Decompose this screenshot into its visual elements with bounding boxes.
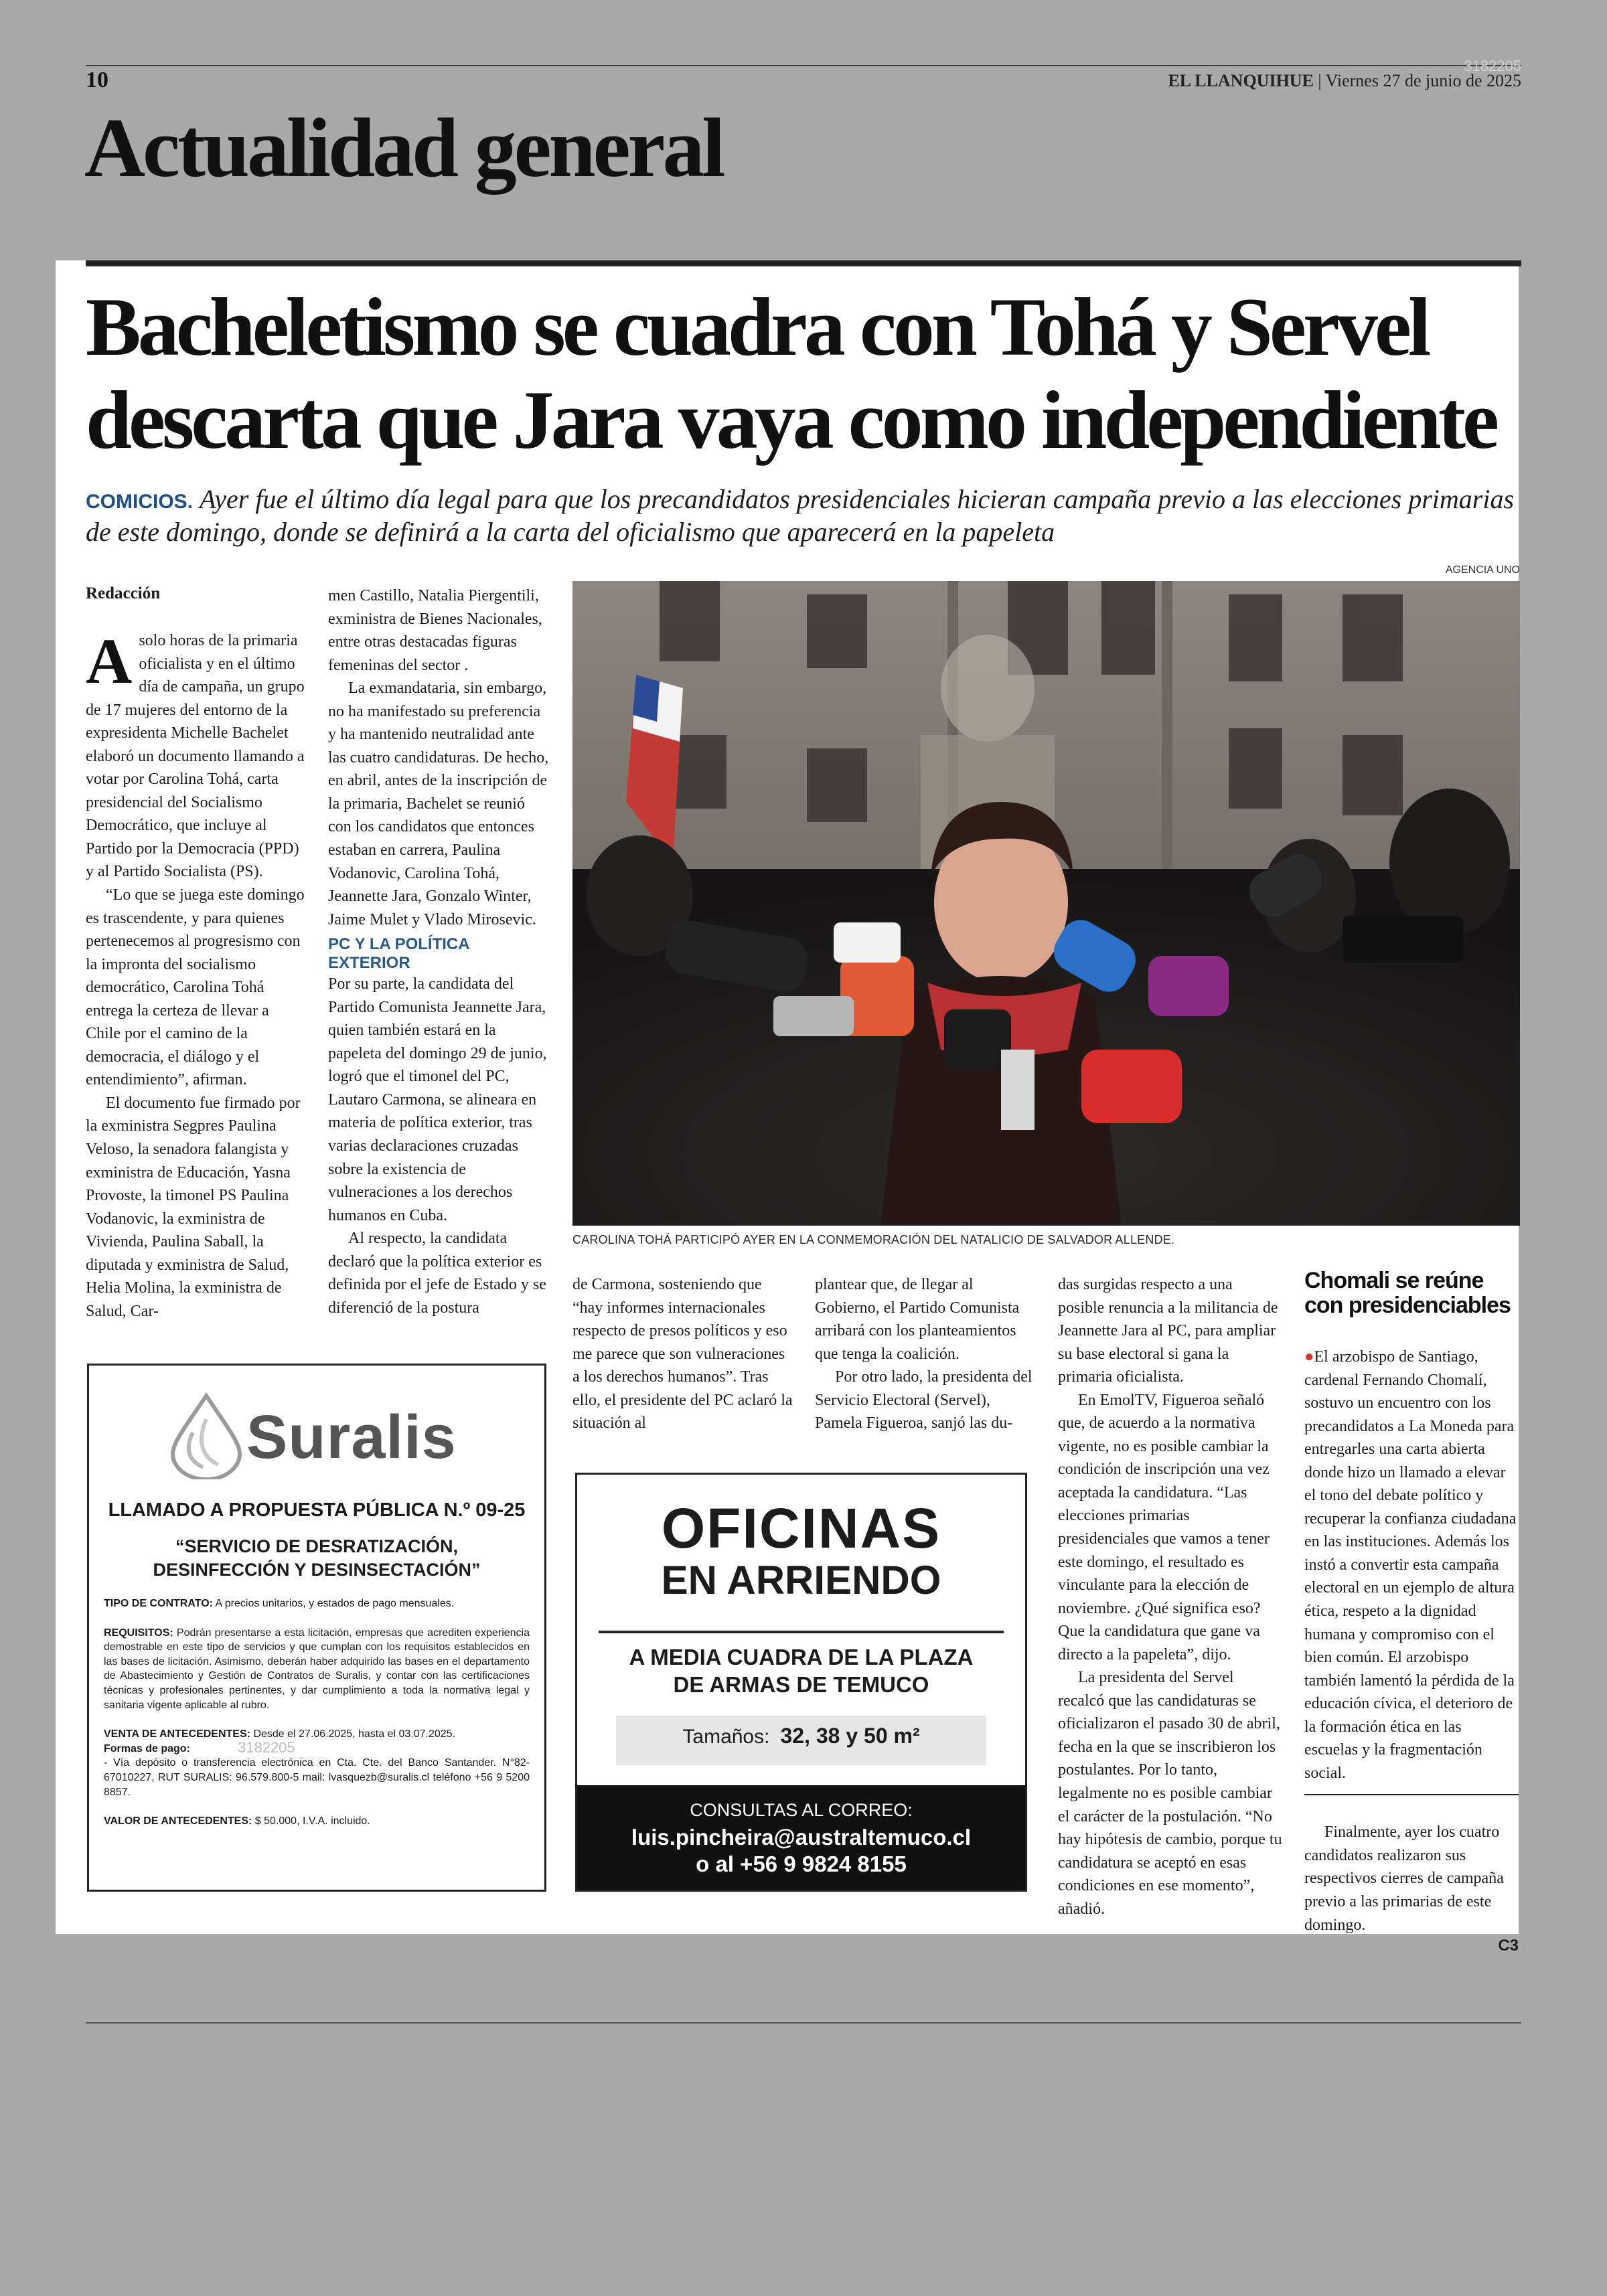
paper-name: EL LLANQUIHUE <box>1168 71 1314 90</box>
headline-rule <box>86 260 1521 266</box>
label: VALOR DE ANTECEDENTES: <box>104 1815 252 1827</box>
paragraph: Al respecto, la candidata declaró que la política exterior es definida por el jefe de Estado y se diferenció de la postura <box>328 1230 546 1317</box>
column-5 <box>1058 1273 1283 1920</box>
bottom-rule <box>86 2022 1521 2024</box>
value: A precios unitarios, y estados de pago mensuales. <box>215 1598 455 1609</box>
faint-id: 3182205 <box>1464 58 1521 74</box>
column-3 <box>572 1273 793 1435</box>
value: $ 50.000, I.V.A. incluido. <box>254 1815 370 1827</box>
paragraph: La presidenta del Servel recalcó que las candidaturas se oficializaron el pasado 30 de abril, fecha en la que se inscribieron los postulantes. Por lo tanto, legalmente no es posible cambiar el carácter de la postulación. “No hay hipótesis de cambio, porque tu candidatura se aceptó en esas condiciones en ese momento”, añadió. <box>1058 1669 1282 1918</box>
lead-text: Ayer fue el último día legal para que los precandidatos presidenciales hicieran campaña previo a las elecciones primarias de este domingo, donde se definirá a la carta del oficialismo que aparecerá en la papeleta <box>86 484 1515 547</box>
byline: Redacción <box>86 584 161 602</box>
paragraph: de Carmona, sosteniendo que “hay informes internacionales respecto de presos políticos y eso me parece que son vulneraciones a los derechos humanos”. Tras ello, el presidente del PC aclaró la situación al <box>572 1276 793 1432</box>
contact-label: CONSULTAS AL CORREO: <box>690 1800 913 1820</box>
paragraph: plantear que, de llegar al Gobierno, el Partido Comunista arribará con los planteamientos que tenga la coalición. <box>815 1276 1020 1363</box>
issue-date: Viernes 27 de junio de 2025 <box>1325 71 1521 90</box>
kicker: COMICIOS. <box>86 491 194 513</box>
sizes-value: 32, 38 y 50 m² <box>780 1724 920 1748</box>
page-number: 10 <box>86 68 108 92</box>
contact-email[interactable]: luis.pincheira@australtemuco.cl <box>631 1825 972 1850</box>
contact-box <box>577 1785 1025 1890</box>
news-photo <box>572 581 1520 1226</box>
location-line-1: A MEDIA CUADRA DE LA PLAZA <box>629 1645 974 1669</box>
service-line-2: DESINFECCIÓN Y DESINSECTACIÓN” <box>153 1560 481 1580</box>
payment-details: - Vía depósito o transferencia electrónica en Cta. Cte. del Banco Santander. N°82-67010227, RUT SURALIS: 96.579.800-5 mail: lvasquezb@suralis.cl teléfono +56 9 5200 8857. <box>104 1757 530 1798</box>
drop-cap: A <box>86 625 133 697</box>
photo-caption: CAROLINA TOHÁ PARTICIPÓ AYER EN LA CONMEMORACIÓN DEL NATALICIO DE SALVADOR ALLENDE. <box>572 1233 1175 1246</box>
photo-credit: AGENCIA UNO <box>1445 564 1520 576</box>
lead-paragraph <box>86 483 1521 549</box>
divider <box>599 1631 1004 1633</box>
sidebar-text: El arzobispo de Santiago, cardenal Fernando Chomalí, sostuvo un encuentro con los precandidatos a La Moneda para entregarles una carta abierta donde hizo un llamado a elevar el tono del debate político y recuperar la confianza ciudadana en las instituciones. Además los instó a convertir esta campaña electoral en un ejemplo de altura ética, respeto a la dignidad humana y compromiso con el bien común. El arzobispo también lamentó la pérdida de la educación cívica, el deterioro de la formación ética en las escuelas y la fragmentación social. <box>1304 1348 1517 1782</box>
sale-dates <box>104 1727 530 1742</box>
value: Desde el 27.06.2025, hasta el 03.07.2025. <box>253 1728 456 1740</box>
paragraph: “Lo que se juega este domingo es trascendente, y para quienes pertenecemos al progresismo con la impronta del socialismo democrático, Carolina Tohá entrega la certeza de llevar a Chile por el camino de la democracia, el diálogo y el entendimiento”, afirman. <box>86 886 305 1089</box>
location-line-2: DE ARMAS DE TEMUCO <box>673 1672 929 1698</box>
call-title: LLAMADO A PROPUESTA PÚBLICA N.º 09-25 <box>108 1499 526 1521</box>
paragraph: La exmandataria, sin embargo, no ha manifestado su preferencia y ha mantenido neutralidad ante las cuatro candidaturas. De hecho, en abril, antes de la inscripción de la primaria, Bachelet se reunió con los candidatos que entonces estaban en carrera, Paulina Vodanovic, Carolina Tohá, Jeannette Jara, Gonzalo Winter, Jaime Mulet y Vlado Mirosevic. <box>328 679 549 928</box>
label: Formas de pago: <box>104 1742 190 1754</box>
offices-ad <box>575 1473 1027 1892</box>
sidebar-body <box>1304 1345 1519 1955</box>
sizes-box <box>616 1716 986 1765</box>
paragraph: men Castillo, Natalia Piergentili, exministra de Bienes Nacionales, entre otras destacadas figuras femeninas del sector . <box>328 587 542 674</box>
offices-title-2: EN ARRIENDO <box>661 1558 941 1603</box>
paragraph: Por otro lado, la presidenta del Servicio Electoral (Servel), Pamela Figueroa, sanjó las du- <box>815 1368 1032 1432</box>
offices-title-1: OFICINAS <box>661 1497 941 1560</box>
headline-line-2: descarta que Jara vaya como independiente <box>86 374 1497 466</box>
location <box>577 1643 1025 1699</box>
end-mark: C3 <box>1498 1937 1519 1955</box>
water-drop-icon <box>166 1392 246 1483</box>
section-title: Actualidad general <box>84 102 723 195</box>
sizes-label: Tamaños: <box>682 1726 770 1748</box>
column-1 <box>86 625 305 1323</box>
service-line-1: “SERVICIO DE DESRATIZACIÓN, <box>175 1536 459 1556</box>
paragraph: Por su parte, la candidata del Partido Comunista Jeannette Jara, quien también estará en la papeleta del domingo 29 de junio, logró que el timonel del PC, Lautaro Carmona, se alineara en materia de política exterior, tras varias declaraciones cruzadas sobre la existencia de vulneraciones a los derechos humanos en Cuba. <box>328 975 547 1224</box>
suralis-ad <box>87 1364 546 1892</box>
label: TIPO DE CONTRATO: <box>104 1598 213 1609</box>
headline-line-1: Bacheletismo se cuadra con Tohá y Servel <box>86 281 1428 373</box>
label: REQUISITOS: <box>104 1627 173 1639</box>
value: Podrán presentarse a esta licitación, empresas que acrediten experiencia demostrable en este tipo de servicios y que cumplan con los requisitos establecidos en las bases de licitación. Asimismo, deberán haber adquirido las bases en el departamento de Abastecimiento y Gestión de Contratos de Suralis, y contar con las certificaciones técnicas y profesionales pertinentes, y dar cumplimiento a toda la normativa legal y sanitaria vigente aplicable al rubro. <box>104 1627 530 1711</box>
contact-phone[interactable]: o al +56 9 9824 8155 <box>696 1852 907 1876</box>
sidebar-paragraph: Finalmente, ayer los cuatro candidatos realizaron sus respectivos cierres de campaña previo a las primarias de este domingo. <box>1304 1823 1504 1934</box>
payment-methods <box>104 1738 530 1756</box>
requirements <box>104 1626 530 1713</box>
separator: | <box>1318 71 1326 90</box>
ad-details <box>104 1596 530 1829</box>
contract-type <box>104 1596 530 1611</box>
paragraph: En EmolTV, Figueroa señaló que, de acuerdo a la normativa vigente, no es posible cambiar la condición de inscripción una vez aceptada la candidatura. “Las elecciones primarias presidenciales que vamos a tener este domingo, el resultado es vinculante para la elección de noviembre. ¿Qué significa eso? Que la candidatura que gane va directo a la papeleta”, dijo. <box>1058 1391 1270 1663</box>
top-rule <box>86 65 1521 66</box>
bullet-icon: ● <box>1304 1348 1314 1366</box>
sidebar-title: Chomali se reúne con presidenciables <box>1304 1268 1511 1319</box>
sidebar-divider <box>1304 1794 1519 1795</box>
faint-id: 3182205 <box>238 1738 295 1756</box>
column-2 <box>328 584 549 1319</box>
paper-dateline <box>1168 71 1521 91</box>
paragraph-text: solo horas de la primaria oficialista y en el último día de campaña, un grupo de 17 mujeres del entorno de la expresidenta Michelle Bachelet elaboró un documento llamando a votar por Carolina Tohá, carta presidencial del Socialismo Democrático, que incluye al Partido por la Democracia (PPD) y al Partido Socialista (PS). <box>86 632 305 881</box>
service-name <box>89 1535 544 1582</box>
sidebar-paragraph <box>1304 1345 1519 1785</box>
column-4 <box>815 1273 1036 1435</box>
paragraph: das surgidas respecto a una posible renuncia a la militancia de Jeannette Jara al PC, para ampliar su base electoral si gana la primaria oficialista. <box>1058 1276 1278 1386</box>
paragraph <box>86 625 305 884</box>
subheading: PC Y LA POLÍTICA EXTERIOR <box>328 935 469 973</box>
headline <box>86 281 1521 467</box>
paragraph: El documento fue firmado por la exministra Segpres Paulina Veloso, la senadora falangista y exministra de Educación, Yasna Provoste, la timonel PS Paulina Vodanovic, la exministra de Vivienda, Paulina Saball, la diputada y exministra de Salud, Helia Molina, la exministra de Salud, Car- <box>86 1094 301 1320</box>
label: VENTA DE ANTECEDENTES: <box>104 1728 250 1740</box>
brand-logo: Suralis <box>246 1403 457 1471</box>
document-value <box>104 1814 530 1829</box>
